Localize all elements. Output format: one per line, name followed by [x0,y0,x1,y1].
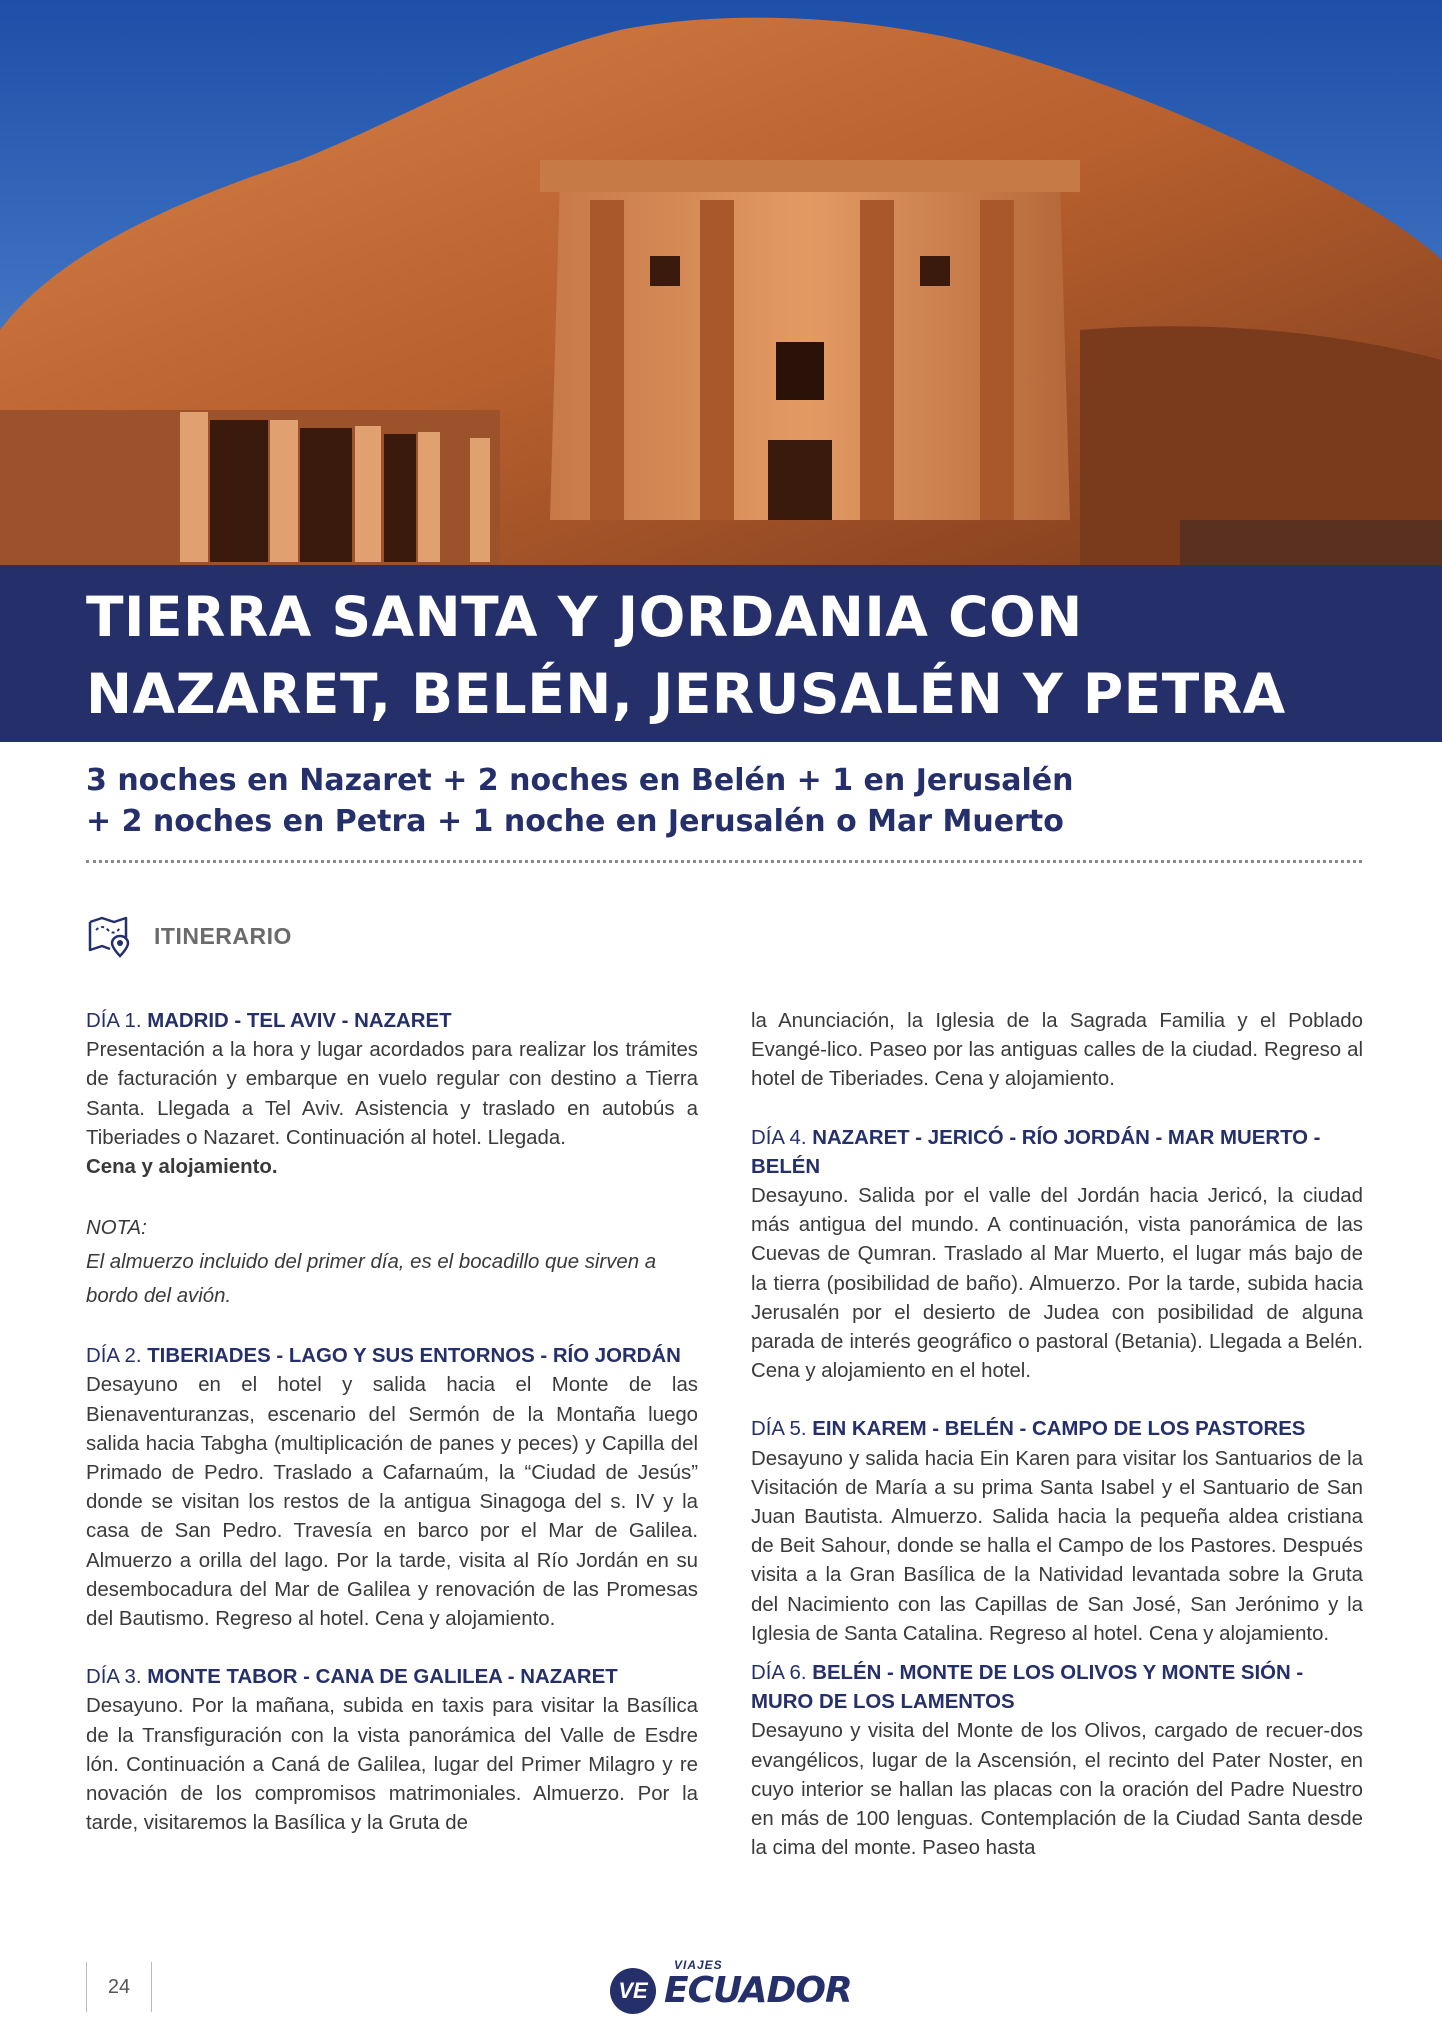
subtitle-line-1: 3 noches en Nazaret + 2 noches en Belén + 1 en Jerusalén [86,763,1074,798]
day-title [86,1663,698,1692]
day-number: DÍA 6. [751,1662,807,1685]
day-route: BELÉN - MONTE DE LOS OLIVOS Y MONTE SIÓN - MURO DE LOS LAMENTOS [751,1662,1304,1714]
day-route: EIN KAREM - BELÉN - CAMPO DE LOS PASTORES [812,1418,1306,1441]
itinerary-column-left [86,1007,698,1867]
day-4 [751,1124,1363,1387]
day-description: Desayuno y visita del Monte de los Olivos, cargado de recuer-dos evangélicos, lugar de la Ascensión, el recinto del Pater Noster, en cuyo interior se hallan las placas con la oración del Padre Nuestro en más de 100 lenguas. Contemplación de la Ciudad Santa desde la cima del monte. Paseo hasta [751,1720,1363,1860]
title-line-1: TIERRA SANTA Y JORDANIA CON [86,585,1083,649]
day-number: DÍA 2. [86,1345,142,1368]
trip-summary [86,760,1073,842]
day-route: TIBERIADES - LAGO Y SUS ENTORNOS - RÍO JORDÁN [147,1345,681,1368]
day-title [751,1659,1363,1717]
day-number: DÍA 3. [86,1666,142,1689]
day-description: Desayuno. Por la mañana, subida en taxis para visitar la Basílica de la Transfiguración con la vista panorámica del Valle de Esdre lón. Continuación a Caná de Galilea, lugar del Primer Milagro y re novación de los compromisos matrimoniales. Almuerzo. Por la tarde, visitaremos la Basílica y la Gruta de [86,1695,698,1835]
day-3 [86,1663,698,1838]
map-pin-icon [86,912,134,960]
section-label: ITINERARIO [154,922,292,949]
logo-mark: VE [610,1968,656,2014]
viajes-ecuador-logo [606,1950,852,2020]
day-5 [751,1415,1363,1649]
day-title [751,1415,1363,1444]
day-route: MADRID - TEL AVIV - NAZARET [147,1010,452,1032]
logo-big-text: ECUADOR [664,1970,852,2011]
day-route: NAZARET - JERICÓ - RÍO JORDÁN - MAR MUERTO - BELÉN [751,1126,1321,1178]
day-3-continuation: la Anunciación, la Iglesia de la Sagrada Familia y el Poblado Evangé-lico. Paseo por las antiguas calles de la ciudad. Regreso al hotel de Tiberiades. Cena y alojamiento. [751,1010,1363,1091]
day-6 [751,1659,1363,1863]
title-line-2: NAZARET, BELÉN, JERUSALÉN Y PETRA [86,662,1286,726]
day-text: Presentación a la hora y lugar acordados para realizar los trámites de facturación y embarque en vuelo regular con destino a Tierra Santa. Llegada a Tel Aviv. Asistencia y traslado en autobús a Tiberiades o Nazaret. Continuación al hotel. Llegada. [86,1039,698,1149]
note-label: NOTA: [86,1217,147,1240]
itinerary-column-right [751,1007,1363,1892]
title-band [0,565,1442,742]
logo-small-text: VIAJES [674,1958,723,1972]
day-description: Desayuno y salida hacia Ein Karen para visitar los Santuarios de la Visitación de María a su prima Santa Isabel y el Santuario de San Juan Bautista. Almuerzo. Salida hacia la pequeña aldea cristiana de Beit Sahour, donde se halla el Campo de los Pastores. Después visita a la Gran Basílica de la Natividad levantada sobre la Gruta del Nacimiento con las Capillas de San José, San Jerónimo y la Iglesia de Santa Catalina. Regreso al hotel. Cena y alojamiento. [751,1447,1363,1645]
day-1 [86,1007,698,1182]
petra-tomb-illustration [0,0,1442,565]
day-number: DÍA 5. [751,1418,807,1441]
day-title [86,1007,698,1036]
divider [86,860,1362,863]
page-number: 24 [86,1962,152,2012]
note-text: El almuerzo incluido del primer día, es el bocadillo que sirven a bordo del avión. [86,1251,657,1308]
note [86,1211,698,1313]
day-title [751,1124,1363,1182]
day-title [86,1342,698,1371]
page-title [86,579,1286,733]
day-2 [86,1342,698,1634]
subtitle-line-2: + 2 noches en Petra + 1 noche en Jerusalén o Mar Muerto [86,804,1064,839]
day-text-strong: Cena y alojamiento. [86,1156,278,1179]
day-route: MONTE TABOR - CANA DE GALILEA - NAZARET [147,1666,618,1689]
hero-photo [0,0,1442,565]
day-number: DÍA 1. [86,1010,142,1032]
day-description [86,1036,698,1182]
itinerary-heading [86,912,292,960]
day-description: Desayuno. Salida por el valle del Jordán hacia Jericó, la ciudad más antigua del mundo. A continuación, vista panorámica de las Cuevas de Qumran. Traslado al Mar Muerto, el lugar más bajo de la tierra (posibilidad de baño). Almuerzo. Por la tarde, subida hacia Jerusalén por el desierto de Judea con posibilidad de alguna parada de interés geográfico o pastoral (Betania). Llegada a Belén. Cena y alojamiento en el hotel. [751,1185,1363,1383]
day-description: Desayuno en el hotel y salida hacia el Monte de las Bienaventuranzas, escenario del Sermón de la Montaña luego salida hacia Tabgha (multiplicación de panes y peces) y Capilla del Primado de Pedro. Traslado a Cafarnaúm, la “Ciudad de Jesús” donde se visitan los restos de la antigua Sinagoga del s. IV y la casa de San Pedro. Travesía en barco por el Mar de Galilea. Almuerzo a orilla del lago. Por la tarde, visita al Río Jordán en su desembocadura del Mar de Galilea y renovación de las Promesas del Bautismo. Regreso al hotel. Cena y alojamiento. [86,1374,698,1631]
day-number: DÍA 4. [751,1126,807,1149]
